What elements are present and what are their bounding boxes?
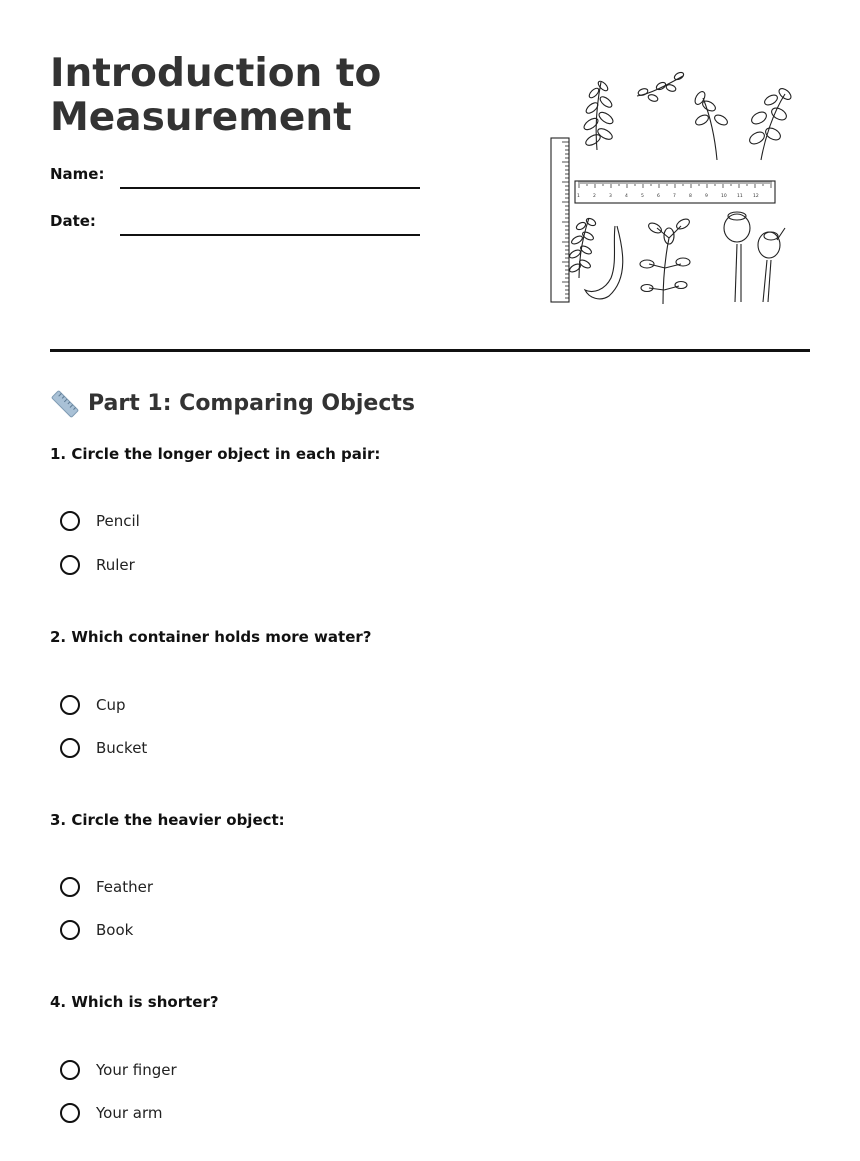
radio-button[interactable] <box>60 877 80 897</box>
part1-heading-text: Part 1: Comparing Objects <box>88 391 415 416</box>
option-book[interactable] <box>60 920 133 940</box>
ruler-number: 3 <box>609 194 612 199</box>
ruler-number: 9 <box>705 194 708 199</box>
name-field[interactable] <box>120 187 420 189</box>
radio-button[interactable] <box>60 738 80 758</box>
question-4: 4. Which is shorter? <box>50 993 219 1011</box>
part1-heading <box>50 388 415 420</box>
option-label: Feather <box>96 878 154 896</box>
worksheet-title: Introduction to Measurement <box>50 51 382 140</box>
radio-button[interactable] <box>60 1103 80 1123</box>
ruler-number: 2 <box>593 194 596 199</box>
name-label: Name: <box>50 165 105 183</box>
radio-button[interactable] <box>60 1060 80 1080</box>
option-label: Ruler <box>96 556 135 574</box>
ruler-number: 11 <box>737 194 743 199</box>
ruler-number: 4 <box>625 194 628 199</box>
option-label: Your finger <box>96 1061 177 1079</box>
option-ruler[interactable] <box>60 555 135 575</box>
radio-button[interactable] <box>60 695 80 715</box>
option-label: Cup <box>96 696 126 714</box>
radio-button[interactable] <box>60 511 80 531</box>
question-1: 1. Circle the longer object in each pair: <box>50 445 381 463</box>
option-bucket[interactable] <box>60 738 147 758</box>
radio-button[interactable] <box>60 920 80 940</box>
ruler-number: 8 <box>689 194 692 199</box>
date-label: Date: <box>50 212 96 230</box>
ruler-number: 7 <box>673 194 676 199</box>
ruler-icon <box>50 389 80 419</box>
ruler-number: 1 <box>577 194 580 199</box>
plants-and-ruler-illustration <box>545 68 795 310</box>
question-2: 2. Which container holds more water? <box>50 628 372 646</box>
option-label: Book <box>96 921 134 939</box>
option-your-finger[interactable] <box>60 1060 177 1080</box>
ruler-number: 5 <box>641 194 644 199</box>
option-your-arm[interactable] <box>60 1103 163 1123</box>
option-feather[interactable] <box>60 877 153 897</box>
option-label: Your arm <box>96 1104 163 1122</box>
date-field[interactable] <box>120 234 420 236</box>
option-label: Bucket <box>96 739 148 757</box>
option-cup[interactable] <box>60 695 126 715</box>
ruler-number: 12 <box>753 194 759 199</box>
ruler-number: 10 <box>721 194 727 199</box>
section-divider <box>50 349 810 352</box>
option-pencil[interactable] <box>60 511 140 531</box>
ruler-number: 6 <box>657 194 660 199</box>
option-label: Pencil <box>96 512 140 530</box>
question-3: 3. Circle the heavier object: <box>50 811 285 829</box>
radio-button[interactable] <box>60 555 80 575</box>
